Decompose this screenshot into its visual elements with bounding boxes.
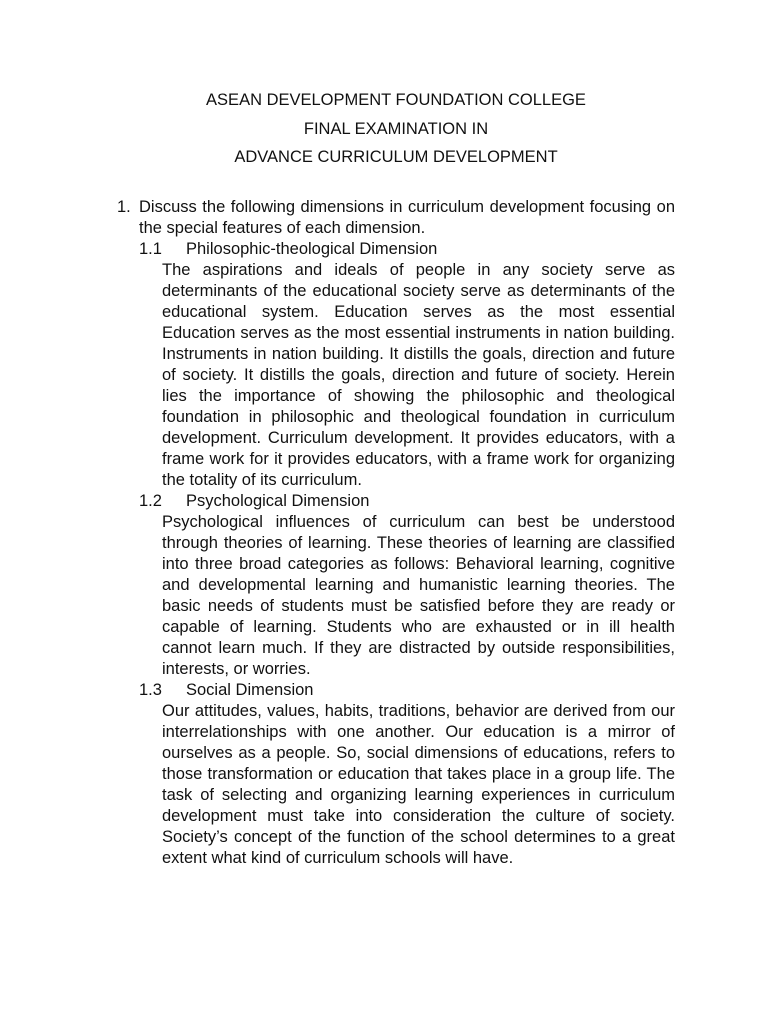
section-heading xyxy=(139,239,675,260)
question-1 xyxy=(117,197,675,869)
section-psychological xyxy=(139,491,675,680)
section-number: 1.3 xyxy=(139,681,162,699)
section-title: Social Dimension xyxy=(186,681,314,699)
section-philosophic-theological xyxy=(139,239,675,491)
section-body: The aspirations and ideals of people in any society serve as determinants of the educational society serve as determinants of the educational system. Education serves as the most essential Education serves as the most essential instruments in nation building. Instruments in nation building. It distills the goals, direction and future of society. It distills the goals, direction and future of society. Herein lies the importance of showing the philosophic and theological foundation in philosophic and theological foundation in curriculum development. Curriculum development. It provides educators, with a frame work for it provides educators, with a frame work for organizing the totality of its curriculum. xyxy=(162,261,675,489)
section-body: Our attitudes, values, habits, traditions, behavior are derived from our interrelationships with one another. Our education is a mirror of ourselves as a people. So, social dimensions of educations, refers to those transformation or education that takes place in a group life. The task of selecting and organizing learning experiences in curriculum development must take into consideration the culture of society. Society’s concept of the function of the school determines to a great extent what kind of curriculum schools will have. xyxy=(162,702,675,867)
section-title: Psychological Dimension xyxy=(186,492,370,510)
section-heading xyxy=(139,680,675,701)
section-social xyxy=(139,680,675,869)
section-number: 1.1 xyxy=(139,240,162,258)
question-number: 1. xyxy=(117,198,131,216)
section-number: 1.2 xyxy=(139,492,162,510)
question-prompt xyxy=(117,197,675,239)
section-heading xyxy=(139,491,675,512)
question-text: Discuss the following dimensions in curriculum development focusing on the special features of each dimension. xyxy=(139,198,675,237)
exam-title: FINAL EXAMINATION IN xyxy=(303,119,489,138)
section-body: Psychological influences of curriculum can best be understood through theories of learning. These theories of learning are classified into three broad categories as follows: Behavioral learning, cognitive and developmental learning and humanistic learning theories. The basic needs of students must be satisfied before they are ready or capable of learning. Students who are exhausted or in ill health cannot learn much. If they are distracted by outside responsibilities, interests, or worries. xyxy=(162,513,675,678)
section-title: Philosophic-theological Dimension xyxy=(186,240,438,258)
course-title: ADVANCE CURRICULUM DEVELOPMENT xyxy=(234,148,558,166)
college-name: ASEAN DEVELOPMENT FOUNDATION COLLEGE xyxy=(206,91,586,109)
document-header xyxy=(0,86,768,172)
